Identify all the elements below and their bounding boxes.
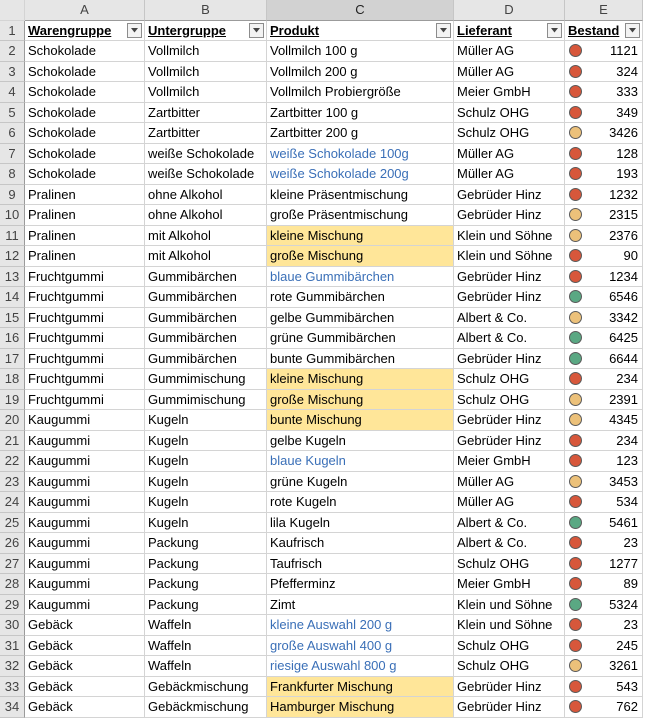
status-dot-icon [569,618,582,631]
cell-warengruppe[interactable]: Schokolade [25,103,145,124]
cell-produkt[interactable]: riesige Auswahl 800 g [267,656,454,677]
cell-warengruppe[interactable]: Fruchtgummi [25,287,145,308]
header-cell-bestand[interactable] [565,21,643,42]
row-number[interactable]: 16 [0,328,25,349]
cell-lieferant[interactable]: Schulz OHG [454,390,565,411]
cell-produkt[interactable]: große Mischung [267,390,454,411]
row-number[interactable]: 8 [0,164,25,185]
status-dot-icon [569,393,582,406]
bestand-value: 3426 [609,125,638,141]
bestand-value: 3453 [609,473,638,489]
status-dot-icon [569,434,582,447]
status-dot-icon [569,167,582,180]
column-header-c[interactable]: C [267,0,454,21]
row-number[interactable]: 27 [0,554,25,575]
cell-untergruppe[interactable]: Kugeln [145,410,267,431]
cell-lieferant[interactable]: Schulz OHG [454,123,565,144]
cell-bestand[interactable] [565,677,643,698]
cell-warengruppe[interactable]: Gebäck [25,656,145,677]
cell-bestand[interactable] [565,123,643,144]
row-number[interactable]: 9 [0,185,25,206]
cell-produkt[interactable]: Frankfurter Mischung [267,677,454,698]
cell-untergruppe[interactable]: Zartbitter [145,123,267,144]
row-number[interactable]: 32 [0,656,25,677]
cell-lieferant[interactable]: Schulz OHG [454,554,565,575]
cell-warengruppe[interactable]: Pralinen [25,205,145,226]
status-dot-icon [569,352,582,365]
cell-warengruppe[interactable]: Kaugummi [25,451,145,472]
row-number[interactable]: 13 [0,267,25,288]
cell-lieferant[interactable]: Albert & Co. [454,328,565,349]
cell-warengruppe[interactable]: Kaugummi [25,533,145,554]
cell-warengruppe[interactable]: Schokolade [25,164,145,185]
bestand-value: 89 [623,576,638,592]
cell-produkt[interactable]: blaue Kugeln [267,451,454,472]
row-number[interactable]: 22 [0,451,25,472]
cell-produkt[interactable]: große Mischung [267,246,454,267]
status-dot-icon [569,372,582,385]
cell-bestand[interactable] [565,636,643,657]
cell-lieferant[interactable]: Meier GmbH [454,451,565,472]
cell-produkt[interactable]: Zartbitter 100 g [267,103,454,124]
row-number[interactable]: 28 [0,574,25,595]
row-number[interactable]: 2 [0,41,25,62]
status-dot-icon [569,700,582,713]
cell-untergruppe[interactable]: mit Alkohol [145,226,267,247]
cell-warengruppe[interactable]: Fruchtgummi [25,349,145,370]
row-number[interactable]: 1 [0,21,25,42]
cell-bestand[interactable] [565,615,643,636]
cell-untergruppe[interactable]: Kugeln [145,513,267,534]
bestand-value: 6644 [609,350,638,366]
cell-bestand[interactable] [565,451,643,472]
cell-lieferant[interactable]: Müller AG [454,492,565,513]
cell-warengruppe[interactable]: Kaugummi [25,492,145,513]
cell-lieferant[interactable]: Schulz OHG [454,369,565,390]
cell-bestand[interactable] [565,369,643,390]
cell-lieferant[interactable]: Gebrüder Hinz [454,185,565,206]
bestand-value: 234 [616,432,638,448]
cell-bestand[interactable] [565,492,643,513]
cell-warengruppe[interactable]: Kaugummi [25,472,145,493]
row-number[interactable]: 3 [0,62,25,83]
cell-warengruppe[interactable]: Gebäck [25,636,145,657]
cell-lieferant[interactable]: Albert & Co. [454,308,565,329]
bestand-value: 23 [623,535,638,551]
cell-warengruppe[interactable]: Pralinen [25,226,145,247]
cell-produkt[interactable]: weiße Schokolade 200g [267,164,454,185]
bestand-value: 1121 [610,43,638,59]
header-label: Bestand [568,22,620,38]
cell-untergruppe[interactable]: Kugeln [145,451,267,472]
status-dot-icon [569,680,582,693]
cell-bestand[interactable] [565,513,643,534]
cell-untergruppe[interactable]: Packung [145,554,267,575]
cell-lieferant[interactable]: Meier GmbH [454,82,565,103]
header-cell-warengruppe[interactable] [25,21,145,42]
cell-lieferant[interactable]: Klein und Söhne [454,226,565,247]
bestand-value: 324 [616,63,638,79]
cell-produkt[interactable]: kleine Mischung [267,369,454,390]
status-dot-icon [569,598,582,611]
cell-bestand[interactable] [565,41,643,62]
cell-bestand[interactable] [565,62,643,83]
cell-lieferant[interactable]: Gebrüder Hinz [454,267,565,288]
status-dot-icon [569,577,582,590]
bestand-value: 2376 [609,227,638,243]
row-number[interactable]: 29 [0,595,25,616]
cell-produkt[interactable]: kleine Präsentmischung [267,185,454,206]
cell-untergruppe[interactable]: Gebäckmischung [145,677,267,698]
bestand-value: 128 [616,145,638,161]
header-cell-produkt[interactable] [267,21,454,42]
cell-produkt[interactable]: grüne Gummibärchen [267,328,454,349]
row-number[interactable]: 30 [0,615,25,636]
cell-lieferant[interactable]: Gebrüder Hinz [454,697,565,718]
cell-untergruppe[interactable]: Vollmilch [145,62,267,83]
bestand-value: 23 [623,617,638,633]
cell-bestand[interactable] [565,308,643,329]
column-header-d[interactable]: D [454,0,565,21]
row-number[interactable]: 10 [0,205,25,226]
cell-warengruppe[interactable]: Kaugummi [25,431,145,452]
select-all-corner[interactable] [0,0,25,21]
cell-produkt[interactable]: blaue Gummibärchen [267,267,454,288]
header-label: Lieferant [457,22,512,38]
cell-bestand[interactable] [565,82,643,103]
cell-produkt[interactable]: Kaufrisch [267,533,454,554]
bestand-value: 349 [616,104,638,120]
cell-untergruppe[interactable]: Waffeln [145,615,267,636]
cell-produkt[interactable]: Zartbitter 200 g [267,123,454,144]
cell-untergruppe[interactable]: Packung [145,595,267,616]
bestand-value: 534 [616,494,638,510]
cell-lieferant[interactable]: Gebrüder Hinz [454,431,565,452]
cell-bestand[interactable] [565,164,643,185]
bestand-value: 6425 [609,330,638,346]
status-dot-icon [569,126,582,139]
cell-warengruppe[interactable]: Pralinen [25,185,145,206]
row-number[interactable]: 6 [0,123,25,144]
row-number[interactable]: 24 [0,492,25,513]
header-label: Untergruppe [148,22,226,38]
cell-untergruppe[interactable]: Kugeln [145,492,267,513]
bestand-value: 123 [616,453,638,469]
row-number[interactable]: 26 [0,533,25,554]
status-dot-icon [569,536,582,549]
cell-lieferant[interactable]: Müller AG [454,144,565,165]
cell-untergruppe[interactable]: Gummibärchen [145,349,267,370]
cell-produkt[interactable]: große Präsentmischung [267,205,454,226]
bestand-value: 245 [616,637,638,653]
cell-warengruppe[interactable]: Gebäck [25,677,145,698]
cell-untergruppe[interactable]: Zartbitter [145,103,267,124]
header-cell-untergruppe[interactable] [145,21,267,42]
cell-produkt[interactable]: Vollmilch 200 g [267,62,454,83]
bestand-value: 3261 [609,658,638,674]
status-dot-icon [569,188,582,201]
cell-bestand[interactable] [565,103,643,124]
filter-dropdown-icon[interactable] [249,23,264,38]
cell-warengruppe[interactable]: Kaugummi [25,554,145,575]
row-number[interactable]: 19 [0,390,25,411]
header-label: Produkt [270,22,320,38]
cell-produkt[interactable]: Vollmilch 100 g [267,41,454,62]
status-dot-icon [569,229,582,242]
cell-untergruppe[interactable]: ohne Alkohol [145,185,267,206]
status-dot-icon [569,208,582,221]
cell-lieferant[interactable]: Schulz OHG [454,636,565,657]
cell-warengruppe[interactable]: Schokolade [25,82,145,103]
filter-dropdown-icon[interactable] [625,23,640,38]
cell-bestand[interactable] [565,595,643,616]
cell-produkt[interactable]: rote Gummibärchen [267,287,454,308]
cell-untergruppe[interactable]: Gummimischung [145,369,267,390]
bestand-value: 1277 [609,555,638,571]
filter-dropdown-icon[interactable] [127,23,142,38]
row-number[interactable]: 18 [0,369,25,390]
cell-untergruppe[interactable]: Packung [145,533,267,554]
status-dot-icon [569,249,582,262]
bestand-value: 4345 [609,412,638,428]
cell-untergruppe[interactable]: Waffeln [145,636,267,657]
cell-produkt[interactable]: rote Kugeln [267,492,454,513]
row-number[interactable]: 4 [0,82,25,103]
status-dot-icon [569,311,582,324]
bestand-value: 1232 [609,186,638,202]
cell-bestand[interactable] [565,697,643,718]
cell-produkt[interactable]: bunte Gummibärchen [267,349,454,370]
cell-produkt[interactable]: lila Kugeln [267,513,454,534]
cell-lieferant[interactable]: Schulz OHG [454,656,565,677]
column-header-b[interactable]: B [145,0,267,21]
status-dot-icon [569,290,582,303]
row-number[interactable]: 11 [0,226,25,247]
cell-bestand[interactable] [565,328,643,349]
cell-untergruppe[interactable]: Gummibärchen [145,308,267,329]
bestand-value: 3342 [609,309,638,325]
status-dot-icon [569,475,582,488]
row-number[interactable]: 17 [0,349,25,370]
cell-untergruppe[interactable]: Packung [145,574,267,595]
cell-bestand[interactable] [565,267,643,288]
row-number[interactable]: 20 [0,410,25,431]
cell-lieferant[interactable]: Klein und Söhne [454,595,565,616]
cell-bestand[interactable] [565,390,643,411]
cell-produkt[interactable]: Zimt [267,595,454,616]
cell-produkt[interactable]: gelbe Gummibärchen [267,308,454,329]
cell-warengruppe[interactable]: Fruchtgummi [25,308,145,329]
filter-dropdown-icon[interactable] [436,23,451,38]
status-dot-icon [569,85,582,98]
cell-warengruppe[interactable]: Kaugummi [25,595,145,616]
cell-warengruppe[interactable]: Schokolade [25,123,145,144]
filter-dropdown-icon[interactable] [547,23,562,38]
cell-bestand[interactable] [565,533,643,554]
bestand-value: 2391 [609,391,638,407]
cell-bestand[interactable] [565,185,643,206]
row-number[interactable]: 31 [0,636,25,657]
cell-produkt[interactable]: kleine Mischung [267,226,454,247]
cell-untergruppe[interactable]: weiße Schokolade [145,164,267,185]
cell-warengruppe[interactable]: Fruchtgummi [25,369,145,390]
header-cell-lieferant[interactable] [454,21,565,42]
cell-lieferant[interactable]: Klein und Söhne [454,246,565,267]
cell-warengruppe[interactable]: Kaugummi [25,574,145,595]
bestand-value: 5461 [609,514,638,530]
cell-untergruppe[interactable]: Kugeln [145,431,267,452]
cell-bestand[interactable] [565,472,643,493]
status-dot-icon [569,639,582,652]
cell-produkt[interactable]: gelbe Kugeln [267,431,454,452]
cell-warengruppe[interactable]: Schokolade [25,62,145,83]
row-number[interactable]: 14 [0,287,25,308]
cell-untergruppe[interactable]: Gummibärchen [145,328,267,349]
cell-bestand[interactable] [565,431,643,452]
status-dot-icon [569,65,582,78]
column-header-e[interactable]: E [565,0,643,21]
cell-warengruppe[interactable]: Fruchtgummi [25,390,145,411]
bestand-value: 6546 [609,289,638,305]
status-dot-icon [569,659,582,672]
cell-lieferant[interactable]: Schulz OHG [454,103,565,124]
cell-untergruppe[interactable]: Gummibärchen [145,287,267,308]
cell-produkt[interactable]: kleine Auswahl 200 g [267,615,454,636]
bestand-value: 234 [616,371,638,387]
cell-produkt[interactable]: Hamburger Mischung [267,697,454,718]
bestand-value: 90 [623,248,638,264]
bestand-value: 762 [616,699,638,715]
cell-bestand[interactable] [565,574,643,595]
cell-produkt[interactable]: bunte Mischung [267,410,454,431]
bestand-value: 2315 [609,207,638,223]
cell-untergruppe[interactable]: Waffeln [145,656,267,677]
cell-bestand[interactable] [565,205,643,226]
row-number[interactable]: 21 [0,431,25,452]
cell-lieferant[interactable]: Gebrüder Hinz [454,410,565,431]
cell-bestand[interactable] [565,246,643,267]
cell-lieferant[interactable]: Meier GmbH [454,574,565,595]
cell-untergruppe[interactable]: mit Alkohol [145,246,267,267]
header-label: Warengruppe [28,22,112,38]
cell-lieferant[interactable]: Gebrüder Hinz [454,677,565,698]
cell-warengruppe[interactable]: Schokolade [25,41,145,62]
status-dot-icon [569,516,582,529]
cell-lieferant[interactable]: Müller AG [454,164,565,185]
row-number[interactable]: 12 [0,246,25,267]
cell-warengruppe[interactable]: Fruchtgummi [25,328,145,349]
cell-produkt[interactable]: Vollmilch Probiergröße [267,82,454,103]
cell-lieferant[interactable]: Klein und Söhne [454,615,565,636]
bestand-value: 5324 [609,596,638,612]
cell-bestand[interactable] [565,554,643,575]
cell-untergruppe[interactable]: Kugeln [145,472,267,493]
cell-untergruppe[interactable]: Gebäckmischung [145,697,267,718]
cell-bestand[interactable] [565,287,643,308]
cell-bestand[interactable] [565,349,643,370]
cell-untergruppe[interactable]: Gummibärchen [145,267,267,288]
status-dot-icon [569,413,582,426]
row-number[interactable]: 5 [0,103,25,124]
status-dot-icon [569,331,582,344]
cell-warengruppe[interactable]: Fruchtgummi [25,267,145,288]
status-dot-icon [569,147,582,160]
cell-lieferant[interactable]: Albert & Co. [454,513,565,534]
cell-lieferant[interactable]: Albert & Co. [454,533,565,554]
cell-produkt[interactable]: Taufrisch [267,554,454,575]
row-number[interactable]: 33 [0,677,25,698]
cell-lieferant[interactable]: Müller AG [454,62,565,83]
cell-produkt[interactable]: große Auswahl 400 g [267,636,454,657]
cell-produkt[interactable]: Pfefferminz [267,574,454,595]
row-number[interactable]: 23 [0,472,25,493]
bestand-value: 193 [616,166,638,182]
cell-warengruppe[interactable]: Pralinen [25,246,145,267]
cell-untergruppe[interactable]: weiße Schokolade [145,144,267,165]
cell-warengruppe[interactable]: Kaugummi [25,513,145,534]
status-dot-icon [569,495,582,508]
row-number[interactable]: 34 [0,697,25,718]
status-dot-icon [569,454,582,467]
cell-lieferant[interactable]: Müller AG [454,41,565,62]
cell-lieferant[interactable]: Gebrüder Hinz [454,205,565,226]
cell-warengruppe[interactable]: Kaugummi [25,410,145,431]
cell-produkt[interactable]: grüne Kugeln [267,472,454,493]
status-dot-icon [569,106,582,119]
cell-lieferant[interactable]: Gebrüder Hinz [454,287,565,308]
cell-bestand[interactable] [565,410,643,431]
cell-untergruppe[interactable]: Vollmilch [145,41,267,62]
cell-bestand[interactable] [565,226,643,247]
cell-warengruppe[interactable]: Gebäck [25,615,145,636]
row-number[interactable]: 25 [0,513,25,534]
status-dot-icon [569,270,582,283]
cell-lieferant[interactable]: Müller AG [454,472,565,493]
cell-warengruppe[interactable]: Schokolade [25,144,145,165]
cell-bestand[interactable] [565,144,643,165]
cell-produkt[interactable]: weiße Schokolade 100g [267,144,454,165]
cell-lieferant[interactable]: Gebrüder Hinz [454,349,565,370]
cell-untergruppe[interactable]: Gummimischung [145,390,267,411]
cell-untergruppe[interactable]: Vollmilch [145,82,267,103]
status-dot-icon [569,44,582,57]
row-number[interactable]: 7 [0,144,25,165]
bestand-value: 1234 [609,268,638,284]
bestand-value: 333 [616,84,638,100]
column-header-a[interactable]: A [25,0,145,21]
cell-untergruppe[interactable]: ohne Alkohol [145,205,267,226]
status-dot-icon [569,557,582,570]
row-number[interactable]: 15 [0,308,25,329]
cell-warengruppe[interactable]: Gebäck [25,697,145,718]
cell-bestand[interactable] [565,656,643,677]
bestand-value: 543 [616,678,638,694]
